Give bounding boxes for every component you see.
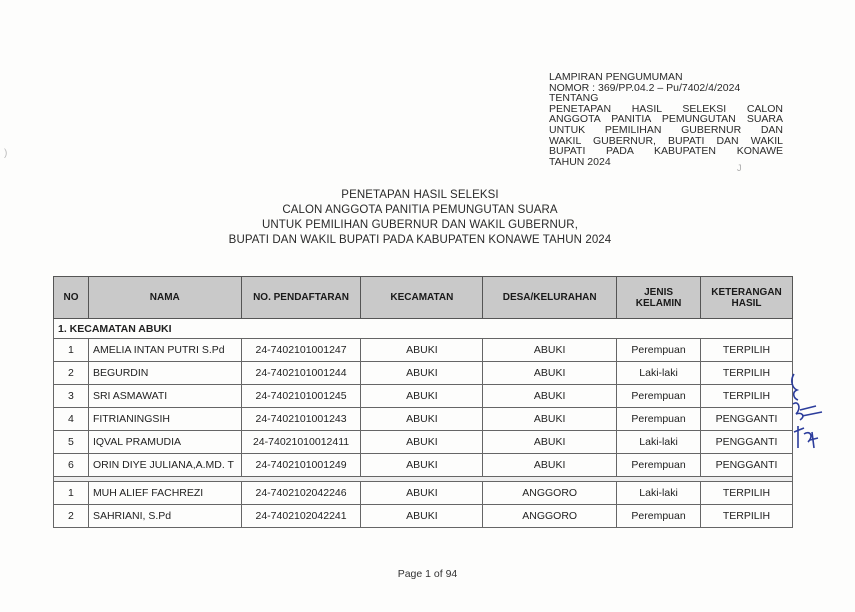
title-line: UNTUK PEMILIHAN GUBERNUR DAN WAKIL GUBERNUR, [261, 219, 578, 231]
cell-jenis-kelamin: Laki-laki [617, 482, 701, 505]
header-desa: DESA/KELURAHAN [483, 277, 617, 319]
cell-nama: MUH ALIEF FACHREZI [88, 482, 241, 505]
lampiran-nomor: NOMOR : 369/PP.04.2 – Pu/7402/4/2024 [549, 81, 741, 94]
table-row [54, 505, 793, 528]
header-hasil-line: HASIL [731, 297, 762, 309]
lampiran-line: UNTUK PEMILIHAN GUBERNUR DAN [549, 123, 783, 136]
cell-kecamatan: ABUKI [361, 431, 483, 454]
title-line: CALON ANGGOTA PANITIA PEMUNGUTAN SUARA [282, 204, 558, 216]
lampiran-line: BUPATI PADA KABUPATEN KONAWE [549, 145, 783, 158]
cell-desa: ABUKI [483, 431, 617, 454]
table-row [54, 482, 793, 505]
cell-jenis-kelamin: Perempuan [617, 339, 701, 362]
header-kelamin-line: KELAMIN [635, 297, 682, 309]
cell-nama: SAHRIANI, S.Pd [88, 505, 241, 528]
cell-desa: ABUKI [483, 385, 617, 408]
cell-nama: ORIN DIYE JULIANA,A.MD. T [88, 454, 241, 477]
cell-no: 3 [54, 385, 89, 408]
lampiran-line: ANGGOTA PANITIA PEMUNGUTAN SUARA [549, 113, 783, 126]
page-number: Page 1 of 94 [397, 568, 458, 580]
lampiran-line: LAMPIRAN PENGUMUMAN [549, 71, 683, 83]
cell-jenis-kelamin: Perempuan [617, 408, 701, 431]
cell-pendaftaran: 24-7402101001247 [241, 339, 361, 362]
cell-no: 6 [54, 454, 89, 477]
cell-kecamatan: ABUKI [361, 454, 483, 477]
cell-kecamatan: ABUKI [361, 385, 483, 408]
cell-jenis-kelamin: Laki-laki [617, 431, 701, 454]
lampiran-line: TENTANG [549, 92, 599, 105]
lampiran-line: TAHUN 2024 [549, 155, 611, 168]
cell-desa: ABUKI [483, 362, 617, 385]
cell-nama: FITRIANINGSIH [88, 408, 241, 431]
cell-pendaftaran: 24-7402102042241 [241, 505, 361, 528]
lampiran-line: PENETAPAN HASIL SELEKSI CALON [549, 102, 783, 115]
table-row [54, 454, 793, 477]
cell-pendaftaran: 24-7402102042246 [241, 482, 361, 505]
cell-keterangan: TERPILIH [701, 362, 793, 385]
title-line: BUPATI DAN WAKIL BUPATI PADA KABUPATEN KONAWE TAHUN 2024 [228, 234, 612, 246]
table-row [54, 362, 793, 385]
handwritten-initials [788, 370, 828, 460]
cell-no: 5 [54, 431, 89, 454]
header-jenis-kelamin [617, 277, 701, 319]
cell-keterangan: PENGGANTI [701, 431, 793, 454]
cell-pendaftaran: 24-7402101001245 [241, 385, 361, 408]
cell-nama: SRI ASMAWATI [88, 385, 241, 408]
header-keterangan-line: KETERANGAN [711, 286, 782, 298]
cell-no: 1 [54, 339, 89, 362]
results-table [53, 276, 793, 528]
header-no: NO [54, 277, 89, 319]
document-title [0, 188, 840, 248]
cell-no: 2 [54, 362, 89, 385]
header-keterangan [701, 277, 793, 319]
cell-kecamatan: ABUKI [361, 362, 483, 385]
table-row [54, 431, 793, 454]
cell-jenis-kelamin: Perempuan [617, 505, 701, 528]
cell-keterangan: PENGGANTI [701, 408, 793, 431]
cell-pendaftaran: 24-7402101001249 [241, 454, 361, 477]
cell-no: 4 [54, 408, 89, 431]
cell-desa: ABUKI [483, 454, 617, 477]
cell-keterangan: TERPILIH [701, 339, 793, 362]
section-label: 1. KECAMATAN ABUKI [54, 319, 793, 339]
cell-pendaftaran: 24-7402101001243 [241, 408, 361, 431]
table-header-row [54, 277, 793, 319]
cell-keterangan: TERPILIH [701, 505, 793, 528]
lampiran-line: WAKIL GUBERNUR, BUPATI DAN WAKIL [549, 134, 783, 147]
section-row [54, 319, 793, 339]
lampiran-header [549, 72, 783, 167]
cell-desa: ANGGORO [483, 482, 617, 505]
cell-pendaftaran: 24-74021010012411 [241, 431, 361, 454]
cell-no: 2 [54, 505, 89, 528]
header-nama: NAMA [88, 277, 241, 319]
cell-jenis-kelamin: Perempuan [617, 454, 701, 477]
table-row [54, 408, 793, 431]
table-row [54, 385, 793, 408]
pen-mark: J [737, 163, 742, 173]
cell-desa: ANGGORO [483, 505, 617, 528]
cell-kecamatan: ABUKI [361, 505, 483, 528]
cell-pendaftaran: 24-7402101001244 [241, 362, 361, 385]
cell-nama: AMELIA INTAN PUTRI S.Pd [88, 339, 241, 362]
cell-no: 1 [54, 482, 89, 505]
cell-keterangan: PENGGANTI [701, 454, 793, 477]
cell-keterangan: TERPILIH [701, 482, 793, 505]
cell-jenis-kelamin: Perempuan [617, 385, 701, 408]
margin-mark: ) [4, 148, 8, 159]
header-pendaftaran: NO. PENDAFTARAN [241, 277, 361, 319]
header-jenis-line: JENIS [644, 286, 674, 298]
cell-nama: IQVAL PRAMUDIA [88, 431, 241, 454]
cell-kecamatan: ABUKI [361, 482, 483, 505]
header-kecamatan: KECAMATAN [361, 277, 483, 319]
table-row [54, 339, 793, 362]
cell-nama: BEGURDIN [88, 362, 241, 385]
title-line: PENETAPAN HASIL SELEKSI [341, 189, 499, 201]
cell-desa: ABUKI [483, 339, 617, 362]
cell-kecamatan: ABUKI [361, 408, 483, 431]
cell-desa: ABUKI [483, 408, 617, 431]
cell-kecamatan: ABUKI [361, 339, 483, 362]
cell-keterangan: TERPILIH [701, 385, 793, 408]
cell-jenis-kelamin: Laki-laki [617, 362, 701, 385]
